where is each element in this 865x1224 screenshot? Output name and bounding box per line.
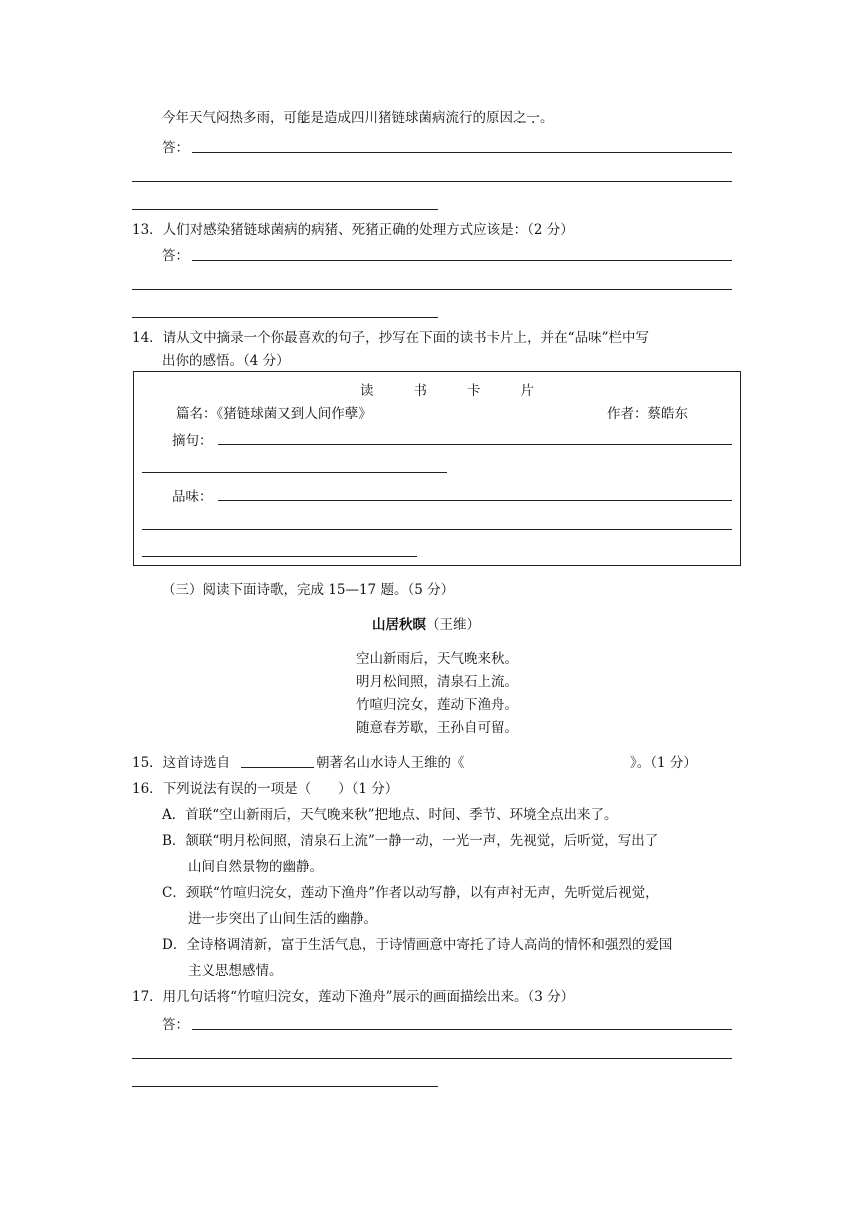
poem-line: 随意春芳歇，王孙自可留。 <box>356 720 518 736</box>
card-excerpt-label: 摘句： <box>172 433 213 449</box>
question-17: 17．用几句话将“竹喧归浣女，莲动下渔舟”展示的画面描绘出来。（3 分） <box>132 989 575 1005</box>
intro-text-b: 是造成四川猪链球菌病流行的原因 <box>310 110 513 126</box>
taste-line[interactable] <box>218 500 732 501</box>
poem-heading <box>372 613 480 633</box>
reading-card <box>133 371 741 566</box>
intro-text-a: 今年天气闷热多雨， <box>162 110 284 126</box>
answer-line[interactable] <box>132 1058 732 1059</box>
section-3-heading: （三）阅读下面诗歌，完成 15—17 题。（5 分） <box>162 582 455 598</box>
emphasis-char: 能 <box>297 110 311 126</box>
option-b-cont: 山间自然景物的幽静。 <box>188 859 323 875</box>
poem-line: 明月松间照，清泉石上流。 <box>356 674 518 690</box>
card-title-char: 读 <box>360 383 374 399</box>
card-article: 篇名：《猪链球菌又到人间作孽》 <box>176 406 372 422</box>
poem-author: （王维） <box>426 617 480 633</box>
option-c-cont: 进一步突出了山间生活的幽静。 <box>188 911 377 927</box>
poem-line: 竹喧归浣女，莲动下渔舟。 <box>356 697 518 713</box>
question-14-line1: 14．请从文中摘录一个你最喜欢的句子，抄写在下面的读书卡片上，并在“品味”栏中写 <box>132 330 649 346</box>
taste-line[interactable] <box>142 556 417 557</box>
card-author: 作者：蔡皓东 <box>607 406 688 422</box>
question-15-part3: 》。（1 分） <box>630 755 697 771</box>
card-title-char: 卡 <box>467 383 481 399</box>
poem-title: 山居秋暝 <box>372 617 426 633</box>
intro-sentence <box>162 106 554 126</box>
card-title <box>360 379 534 399</box>
answer-line[interactable] <box>132 1086 438 1087</box>
card-title-char: 片 <box>520 383 534 399</box>
answer-line[interactable] <box>132 289 732 290</box>
answer-line[interactable] <box>192 1029 732 1030</box>
poem-line: 空山新雨后，天气晚来秋。 <box>356 651 518 667</box>
taste-line[interactable] <box>142 529 732 530</box>
option-b: B．颔联“明月松间照，清泉石上流”一静一动，一光一声，先视觉，后听觉，写出了 <box>162 833 659 849</box>
answer-label: 答： <box>162 248 189 264</box>
answer-line[interactable] <box>192 260 732 261</box>
answer-line[interactable] <box>132 209 438 210</box>
blank-dynasty[interactable] <box>241 767 314 768</box>
emphasis-char: 之 <box>513 110 527 126</box>
excerpt-line[interactable] <box>218 444 732 445</box>
answer-label: 答： <box>162 140 189 156</box>
intro-text-c: 。 <box>540 110 554 126</box>
question-14-line2: 出你的感悟。（4 分） <box>162 353 290 369</box>
option-c: C．颈联“竹喧归浣女，莲动下渔舟”作者以动写静，以有声衬无声，先听觉后视觉， <box>162 885 659 901</box>
answer-line[interactable] <box>132 317 438 318</box>
answer-line[interactable] <box>192 152 732 153</box>
answer-label: 答： <box>162 1017 189 1033</box>
option-a: A．首联“空山新雨后，天气晚来秋”把地点、时间、季节、环境全点出来了。 <box>162 807 618 823</box>
question-15-part2: 朝著名山水诗人王维的《 <box>316 755 465 771</box>
emphasis-char: 一 <box>526 110 540 126</box>
option-d-cont: 主义思想感情。 <box>188 963 283 979</box>
question-15-part1: 15．这首诗选自 <box>132 755 231 771</box>
answer-line[interactable] <box>132 181 732 182</box>
excerpt-line[interactable] <box>142 472 447 473</box>
emphasis-char: 可 <box>283 110 297 126</box>
option-d: D．全诗格调清新，富于生活气息，于诗情画意中寄托了诗人高尚的情怀和强烈的爱国 <box>162 937 673 953</box>
question-16-stem: 16．下列说法有误的一项是（ ）（1 分） <box>132 781 399 797</box>
card-taste-label: 品味： <box>172 489 213 505</box>
question-13: 13．人们对感染猪链球菌病的病猪、死猪正确的处理方式应该是：（2 分） <box>132 222 574 238</box>
card-title-char: 书 <box>413 383 427 399</box>
